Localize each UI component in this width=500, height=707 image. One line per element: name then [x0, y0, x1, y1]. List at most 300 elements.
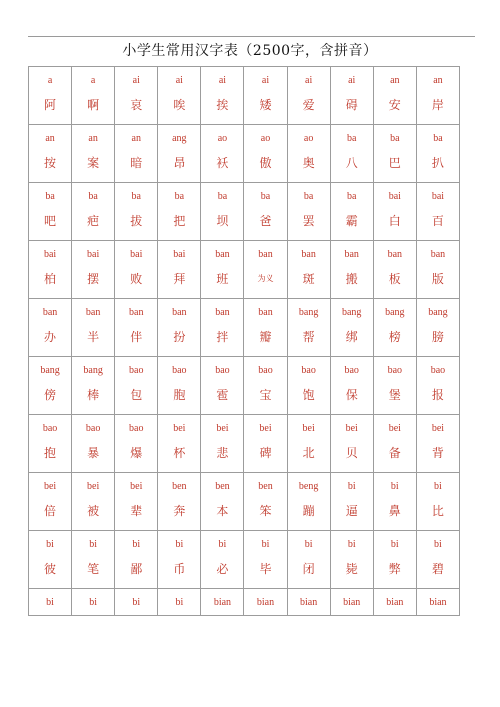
- character-cell: [244, 125, 287, 183]
- character-cell: [201, 473, 244, 531]
- character-cell: [158, 241, 201, 299]
- character-cell: [115, 473, 158, 531]
- character-cell: [115, 67, 158, 125]
- character-cell: [158, 473, 201, 531]
- hanzi-character: 案: [87, 156, 100, 170]
- pinyin-label: bi: [434, 539, 442, 550]
- character-cell: [373, 183, 416, 241]
- pinyin-label: ben: [215, 481, 230, 492]
- hanzi-character: 毙: [345, 562, 358, 576]
- character-cell: [158, 125, 201, 183]
- character-cell: [416, 183, 459, 241]
- pinyin-label: ban: [258, 307, 273, 318]
- character-cell: [29, 589, 72, 616]
- character-cell: [416, 473, 459, 531]
- pinyin-label: ban: [129, 307, 144, 318]
- pinyin-label: ba: [260, 191, 271, 202]
- character-cell: [72, 415, 115, 473]
- character-cell: [158, 67, 201, 125]
- character-cell: [115, 357, 158, 415]
- pinyin-label: bei: [259, 423, 272, 434]
- character-cell: [201, 299, 244, 357]
- hanzi-character: 笨: [259, 504, 272, 518]
- character-cell: [287, 415, 330, 473]
- pinyin-label: bei: [302, 423, 315, 434]
- pinyin-label: bei: [431, 423, 445, 434]
- character-cell: [373, 531, 416, 589]
- hanzi-character: 八: [345, 156, 358, 170]
- character-cell: [287, 531, 330, 589]
- hanzi-character: 班: [216, 272, 229, 286]
- pinyin-label: bao: [258, 365, 273, 376]
- header-rule: [28, 36, 475, 37]
- hanzi-character: 搬: [345, 272, 358, 286]
- pinyin-label: bang: [341, 307, 362, 318]
- hanzi-character: 坝: [216, 214, 229, 228]
- pinyin-label: bi: [218, 539, 227, 550]
- hanzi-character: 报: [431, 388, 444, 402]
- hanzi-character: 半: [87, 330, 100, 344]
- pinyin-label: ai: [175, 75, 183, 86]
- character-cell: [244, 589, 287, 616]
- hanzi-character: 暴: [87, 446, 100, 460]
- hanzi-character: 傲: [259, 156, 272, 170]
- pinyin-label: bi: [175, 539, 184, 550]
- pinyin-label: bi: [46, 539, 54, 550]
- character-cell: [29, 415, 72, 473]
- hanzi-character: 绑: [345, 330, 358, 344]
- pinyin-label: a: [47, 75, 53, 86]
- hanzi-character: 彼: [44, 562, 57, 576]
- character-table-body: [29, 67, 460, 616]
- character-cell: [287, 299, 330, 357]
- hanzi-character: 把: [173, 214, 186, 228]
- hanzi-character: 抱: [44, 446, 57, 460]
- pinyin-label: ba: [346, 133, 357, 144]
- pinyin-label: ban: [301, 249, 316, 260]
- pinyin-label: bang: [83, 365, 103, 376]
- pinyin-label: bi: [390, 481, 399, 492]
- character-cell: [72, 589, 115, 616]
- character-cell: [72, 531, 115, 589]
- character-cell: [72, 357, 115, 415]
- hanzi-character: 北: [302, 446, 315, 460]
- character-cell: [115, 299, 158, 357]
- pinyin-label: bi: [390, 539, 399, 550]
- hanzi-character: 伴: [130, 330, 143, 344]
- hanzi-character: 堡: [388, 388, 401, 402]
- hanzi-character: 唉: [173, 98, 186, 112]
- hanzi-character: 阿: [44, 98, 57, 112]
- hanzi-character: 背: [431, 446, 444, 460]
- pinyin-label: ba: [433, 133, 443, 144]
- character-cell: [373, 357, 416, 415]
- character-cell: [72, 241, 115, 299]
- pinyin-label: ba: [303, 191, 314, 202]
- character-cell: [330, 299, 373, 357]
- character-cell: [72, 473, 115, 531]
- pinyin-label: bang: [428, 307, 448, 318]
- pinyin-label: bao: [172, 365, 187, 376]
- character-cell: [373, 589, 416, 616]
- character-cell: [29, 473, 72, 531]
- character-cell: [330, 67, 373, 125]
- pinyin-label: bian: [213, 597, 232, 608]
- hanzi-character: 矮: [259, 98, 272, 112]
- pinyin-label: ao: [303, 133, 314, 144]
- pinyin-label: bao: [42, 423, 58, 434]
- pinyin-label: bei: [388, 423, 401, 434]
- character-cell: [158, 531, 201, 589]
- character-cell: [115, 125, 158, 183]
- hanzi-character: 百: [431, 214, 444, 228]
- character-cell: [201, 183, 244, 241]
- pinyin-label: ban: [215, 307, 230, 318]
- character-cell: [115, 183, 158, 241]
- hanzi-character: 霸: [345, 214, 358, 228]
- hanzi-character: 备: [388, 446, 401, 460]
- character-cell: [244, 241, 287, 299]
- pinyin-label: ba: [45, 191, 55, 202]
- character-cell: [158, 299, 201, 357]
- pinyin-label: ai: [132, 75, 140, 86]
- character-cell: [287, 473, 330, 531]
- pinyin-label: beng: [298, 481, 319, 492]
- pinyin-label: an: [45, 133, 55, 144]
- hanzi-character: 帮: [302, 330, 315, 344]
- hanzi-character: 比: [431, 504, 444, 518]
- character-cell: [330, 241, 373, 299]
- hanzi-character: 币: [173, 562, 186, 576]
- pinyin-label: bei: [87, 481, 100, 492]
- pinyin-label: bang: [385, 307, 405, 318]
- pinyin-label: ba: [174, 191, 185, 202]
- character-cell: [158, 589, 201, 616]
- hanzi-character: 白: [388, 214, 401, 228]
- character-cell: [287, 589, 330, 616]
- character-cell: [158, 357, 201, 415]
- character-cell: [416, 531, 459, 589]
- character-cell: [29, 299, 72, 357]
- pinyin-label: bian: [343, 597, 361, 608]
- pinyin-label: bai: [431, 191, 445, 202]
- pinyin-label: a: [90, 75, 96, 86]
- hanzi-character: 扮: [173, 330, 186, 344]
- hanzi-character: 爆: [130, 446, 143, 460]
- character-cell: [416, 589, 459, 616]
- pinyin-label: bi: [89, 597, 98, 608]
- character-cell: [72, 183, 115, 241]
- hanzi-character: 蹦: [302, 504, 315, 518]
- hanzi-character: 笔: [87, 562, 100, 576]
- character-cell: [201, 415, 244, 473]
- hanzi-character: 碍: [345, 98, 358, 112]
- hanzi-character: 啊: [87, 98, 100, 112]
- pinyin-label: bi: [175, 597, 184, 608]
- pinyin-label: ban: [430, 249, 446, 260]
- character-cell: [330, 357, 373, 415]
- pinyin-label: ao: [217, 133, 228, 144]
- character-cell: [29, 125, 72, 183]
- hanzi-character: 爸: [259, 214, 272, 228]
- pinyin-label: an: [390, 75, 400, 86]
- character-cell: [29, 357, 72, 415]
- character-cell: [72, 299, 115, 357]
- table-row: [29, 299, 460, 357]
- character-cell: [330, 531, 373, 589]
- pinyin-label: bao: [215, 365, 230, 376]
- table-row: [29, 531, 460, 589]
- hanzi-character: 闭: [302, 562, 315, 576]
- pinyin-label: bian: [256, 597, 275, 608]
- hanzi-character: 包: [130, 388, 143, 402]
- hanzi-character: 奥: [302, 156, 315, 170]
- hanzi-character: 逼: [345, 504, 358, 518]
- character-cell: [115, 531, 158, 589]
- character-cell: [29, 67, 72, 125]
- hanzi-character: 拌: [216, 330, 229, 344]
- character-cell: [115, 415, 158, 473]
- character-cell: [416, 415, 459, 473]
- character-table: [28, 66, 460, 616]
- pinyin-label: bao: [387, 365, 403, 376]
- character-cell: [416, 357, 459, 415]
- character-cell: [115, 589, 158, 616]
- pinyin-label: ba: [346, 191, 357, 202]
- pinyin-label: bao: [129, 423, 144, 434]
- character-cell: [244, 183, 287, 241]
- hanzi-character: 鼻: [388, 504, 401, 518]
- character-cell: [201, 357, 244, 415]
- pinyin-label: bao: [129, 365, 144, 376]
- table-row: [29, 67, 460, 125]
- hanzi-character: 吧: [44, 214, 57, 228]
- character-cell: [373, 67, 416, 125]
- hanzi-character: 版: [431, 272, 444, 286]
- pinyin-label: ban: [85, 307, 101, 318]
- hanzi-character: 办: [44, 330, 57, 344]
- pinyin-label: bian: [300, 597, 318, 608]
- pinyin-label: ba: [88, 191, 98, 202]
- character-cell: [330, 415, 373, 473]
- hanzi-character: 巴: [388, 156, 401, 170]
- pinyin-label: bei: [345, 423, 358, 434]
- hanzi-character: 柏: [44, 272, 57, 286]
- hanzi-character: 保: [345, 388, 358, 402]
- pinyin-label: an: [88, 133, 98, 144]
- hanzi-character: 辈: [130, 504, 143, 518]
- pinyin-label: bi: [89, 539, 98, 550]
- pinyin-label: ai: [348, 75, 356, 86]
- pinyin-label: bai: [43, 249, 57, 260]
- hanzi-character: 为义: [257, 274, 274, 283]
- character-cell: [201, 531, 244, 589]
- pinyin-label: bi: [46, 597, 54, 608]
- character-cell: [373, 415, 416, 473]
- hanzi-character: 扒: [431, 156, 444, 170]
- hanzi-character: 岸: [431, 98, 444, 112]
- pinyin-label: bi: [434, 481, 442, 492]
- hanzi-character: 爱: [302, 98, 315, 112]
- hanzi-character: 饱: [302, 388, 315, 402]
- character-cell: [244, 299, 287, 357]
- hanzi-character: 奔: [173, 504, 186, 518]
- hanzi-character: 被: [87, 504, 100, 518]
- page-title: 小学生常用汉字表（2500字，含拼音）: [122, 43, 378, 59]
- character-cell: [287, 183, 330, 241]
- pinyin-label: bei: [43, 481, 57, 492]
- character-cell: [244, 531, 287, 589]
- pinyin-label: ben: [172, 481, 187, 492]
- pinyin-label: bi: [347, 481, 356, 492]
- hanzi-character: 宝: [259, 388, 272, 402]
- hanzi-character: 暗: [130, 156, 143, 170]
- hanzi-character: 鄙: [130, 562, 143, 576]
- pinyin-label: ban: [42, 307, 58, 318]
- character-cell: [330, 183, 373, 241]
- character-cell: [330, 473, 373, 531]
- hanzi-character: 斑: [302, 272, 315, 286]
- hanzi-character: 榜: [388, 330, 401, 344]
- pinyin-label: bi: [132, 597, 141, 608]
- hanzi-character: 板: [388, 272, 401, 286]
- hanzi-character: 本: [216, 504, 229, 518]
- pinyin-label: bi: [347, 539, 356, 550]
- hanzi-character: 棒: [87, 388, 100, 402]
- character-cell: [201, 125, 244, 183]
- character-cell: [416, 241, 459, 299]
- character-cell: [287, 241, 330, 299]
- character-cell: [373, 473, 416, 531]
- table-row: [29, 125, 460, 183]
- pinyin-label: ban: [172, 307, 187, 318]
- pinyin-label: bei: [130, 481, 143, 492]
- hanzi-character: 弊: [388, 562, 401, 576]
- pinyin-label: bi: [304, 539, 313, 550]
- pinyin-label: bai: [130, 249, 143, 260]
- pinyin-label: ang: [172, 133, 187, 144]
- pinyin-label: ai: [218, 75, 227, 86]
- hanzi-character: 傍: [44, 388, 57, 402]
- character-cell: [29, 241, 72, 299]
- hanzi-character: 倍: [44, 504, 57, 518]
- hanzi-character: 疤: [87, 214, 100, 228]
- hanzi-character: 袄: [216, 156, 229, 170]
- pinyin-label: bei: [173, 423, 186, 434]
- character-cell: [287, 357, 330, 415]
- hanzi-character: 雹: [216, 388, 229, 402]
- pinyin-label: bao: [301, 365, 316, 376]
- hanzi-character: 杯: [173, 446, 186, 460]
- hanzi-character: 哀: [130, 98, 143, 112]
- table-row: [29, 357, 460, 415]
- pinyin-label: bang: [40, 365, 60, 376]
- pinyin-label: ai: [261, 75, 270, 86]
- pinyin-label: ba: [390, 133, 400, 144]
- character-cell: [158, 183, 201, 241]
- pinyin-label: an: [433, 75, 443, 86]
- character-cell: [244, 67, 287, 125]
- character-cell: [373, 241, 416, 299]
- pinyin-label: ben: [258, 481, 273, 492]
- hanzi-character: 悲: [216, 446, 229, 460]
- pinyin-label: ai: [305, 75, 313, 86]
- hanzi-character: 按: [44, 156, 57, 170]
- table-row: [29, 589, 460, 616]
- hanzi-character: 败: [130, 272, 143, 286]
- pinyin-label: bi: [132, 539, 141, 550]
- pinyin-label: bao: [85, 423, 101, 434]
- hanzi-character: 膀: [431, 330, 444, 344]
- character-cell: [416, 67, 459, 125]
- table-row: [29, 183, 460, 241]
- pinyin-label: ban: [387, 249, 403, 260]
- pinyin-label: ban: [215, 249, 230, 260]
- character-cell: [72, 67, 115, 125]
- table-row: [29, 415, 460, 473]
- hanzi-character: 碑: [259, 446, 272, 460]
- hanzi-character: 碧: [431, 562, 444, 576]
- pinyin-label: ban: [258, 249, 273, 260]
- character-cell: [29, 183, 72, 241]
- pinyin-label: bian: [386, 597, 404, 608]
- character-cell: [373, 125, 416, 183]
- table-row: [29, 241, 460, 299]
- character-cell: [373, 299, 416, 357]
- hanzi-character: 贝: [345, 446, 358, 460]
- pinyin-label: ban: [344, 249, 359, 260]
- pinyin-label: bang: [298, 307, 319, 318]
- character-cell: [416, 125, 459, 183]
- pinyin-label: bi: [261, 539, 270, 550]
- pinyin-label: ba: [217, 191, 228, 202]
- pinyin-label: bai: [87, 249, 100, 260]
- hanzi-character: 必: [216, 562, 229, 576]
- hanzi-character: 拜: [173, 272, 186, 286]
- pinyin-label: ba: [131, 191, 141, 202]
- character-cell: [158, 415, 201, 473]
- character-cell: [244, 415, 287, 473]
- pinyin-label: bai: [388, 191, 401, 202]
- table-row: [29, 473, 460, 531]
- pinyin-label: bao: [430, 365, 446, 376]
- pinyin-label: bian: [429, 597, 447, 608]
- hanzi-character: 罢: [302, 214, 315, 228]
- character-cell: [330, 589, 373, 616]
- hanzi-character: 拔: [130, 214, 143, 228]
- pinyin-label: bai: [173, 249, 186, 260]
- character-cell: [287, 67, 330, 125]
- hanzi-character: 挨: [216, 98, 229, 112]
- pinyin-label: bao: [344, 365, 359, 376]
- character-cell: [244, 357, 287, 415]
- hanzi-character: 胞: [173, 388, 186, 402]
- character-cell: [201, 241, 244, 299]
- hanzi-character: 安: [388, 98, 401, 112]
- character-cell: [244, 473, 287, 531]
- character-cell: [287, 125, 330, 183]
- character-cell: [330, 125, 373, 183]
- pinyin-label: ao: [260, 133, 271, 144]
- character-cell: [72, 125, 115, 183]
- character-cell: [416, 299, 459, 357]
- pinyin-label: bei: [216, 423, 229, 434]
- pinyin-label: an: [131, 133, 141, 144]
- hanzi-character: 毕: [259, 562, 272, 576]
- character-cell: [201, 67, 244, 125]
- character-cell: [115, 241, 158, 299]
- hanzi-character: 昂: [173, 156, 186, 170]
